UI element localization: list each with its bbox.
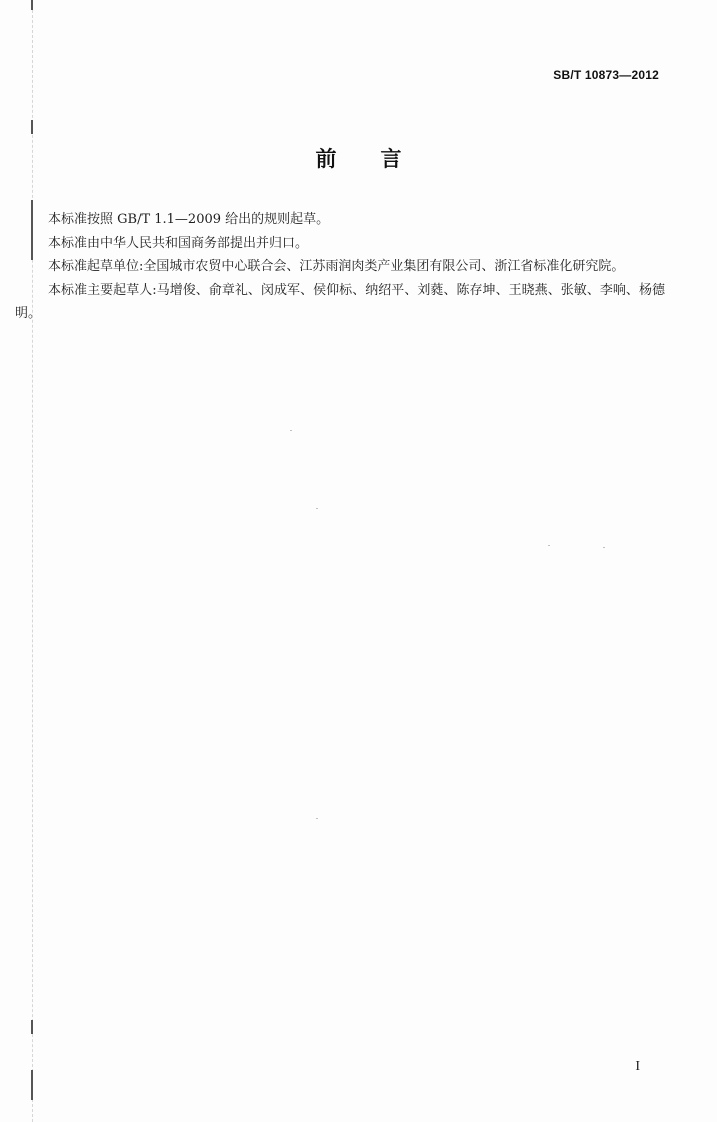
scan-mark <box>31 0 33 10</box>
title-char-2: 言 <box>380 147 402 171</box>
title-char-1: 前 <box>315 147 337 171</box>
scan-mark <box>31 1070 33 1100</box>
page-number: I <box>635 1059 640 1074</box>
scan-mark <box>31 1020 33 1034</box>
paragraph-drafting-rules: 本标准按照 GB/T 1.1—2009 给出的规则起草。 <box>48 212 330 227</box>
scan-speck <box>316 818 318 819</box>
standard-code: SB/T 10873—2012 <box>553 68 659 82</box>
scan-speck <box>290 430 292 431</box>
page-title <box>0 143 717 173</box>
scan-speck <box>603 547 605 548</box>
scan-mark <box>31 120 33 134</box>
paragraph-proposer: 本标准由中华人民共和国商务部提出并归口。 <box>48 235 309 251</box>
paragraph-drafters: 本标准主要起草人:马增俊、俞章礼、闵成军、侯仰标、纳绍平、刘蕤、陈存坤、王晓燕、张敏、李响、杨德明。 <box>15 282 665 321</box>
paragraph-drafting-units: 本标准起草单位:全国城市农贸中心联合会、江苏雨润肉类产业集团有限公司、浙江省标准化研究院。 <box>48 259 625 274</box>
scan-speck <box>548 545 550 546</box>
scan-speck <box>316 508 318 509</box>
foreword-body <box>15 208 665 326</box>
